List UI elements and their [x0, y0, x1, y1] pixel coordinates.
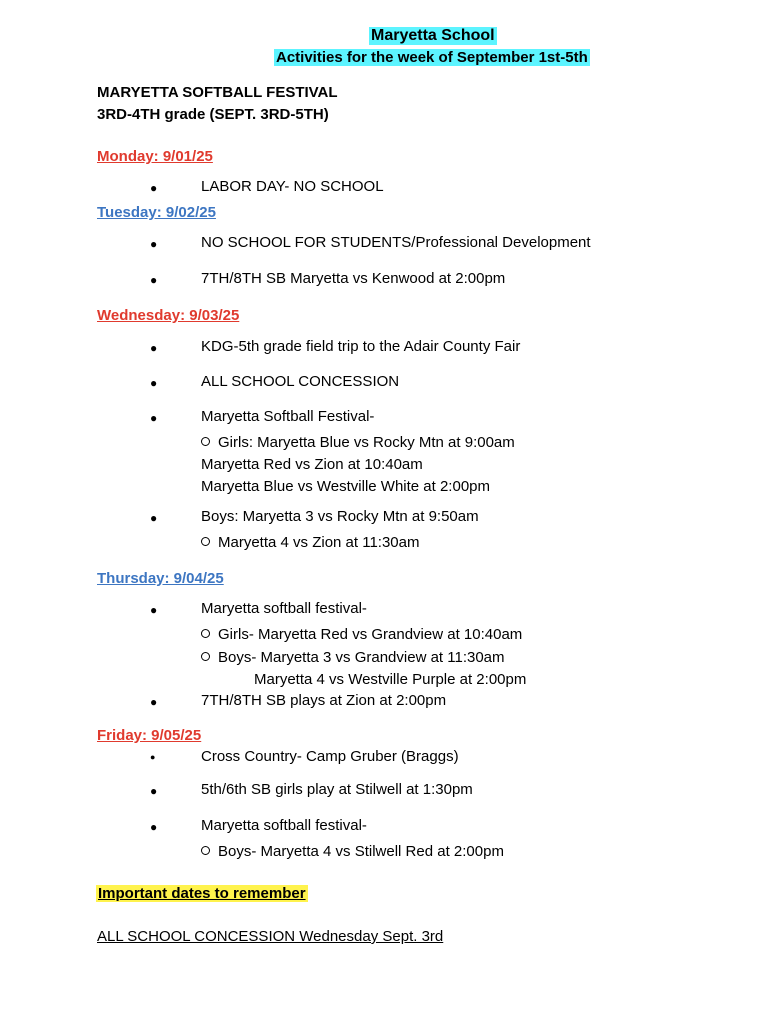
list-item: 7TH/8TH SB plays at Zion at 2:00pm [201, 692, 447, 709]
school-title: Maryetta School [371, 27, 495, 44]
list-item: Maryetta softball festival- [201, 817, 367, 834]
circle-bullet-icon [201, 846, 210, 855]
important-date-line: ALL SCHOOL CONCESSION Wednesday Sept. 3rd [97, 928, 444, 945]
day-heading-tuesday: Tuesday: 9/02/25 [97, 204, 216, 221]
bullet-icon: ● [150, 511, 158, 525]
sub-list-item: Boys- Maryetta 3 vs Grandview at 11:30am [201, 649, 505, 666]
week-subtitle: Activities for the week of September 1st-5th [276, 49, 588, 66]
sub-list-item-continued: Maryetta Red vs Zion at 10:40am [201, 456, 423, 473]
list-item: 5th/6th SB girls play at Stilwell at 1:30pm [201, 781, 473, 798]
list-item: Maryetta softball festival- [201, 600, 367, 617]
bullet-icon: ● [150, 273, 158, 287]
sub-list-item-continued: Maryetta Blue vs Westville White at 2:00pm [201, 478, 490, 495]
list-item: Boys: Maryetta 3 vs Rocky Mtn at 9:50am [201, 508, 479, 525]
bullet-icon: ● [150, 181, 158, 195]
bullet-icon: ● [150, 411, 158, 425]
circle-bullet-icon [201, 652, 210, 661]
bullet-icon: ● [150, 376, 158, 390]
bullet-icon: ● [150, 341, 158, 355]
circle-bullet-icon [201, 629, 210, 638]
important-dates-heading: Important dates to remember [98, 885, 306, 902]
sub-list-item: Boys- Maryetta 4 vs Stilwell Red at 2:00pm [201, 843, 504, 860]
list-item: NO SCHOOL FOR STUDENTS/Professional Development [201, 234, 591, 251]
sub-list-item: Girls- Maryetta Red vs Grandview at 10:40am [201, 626, 522, 643]
bullet-icon: ● [150, 603, 158, 617]
list-item: LABOR DAY- NO SCHOOL [201, 178, 384, 195]
sub-list-item-continued: Maryetta 4 vs Westville Purple at 2:00pm [254, 671, 527, 688]
circle-bullet-icon [201, 437, 210, 446]
day-heading-wednesday: Wednesday: 9/03/25 [97, 307, 240, 324]
festival-grades: 3RD-4TH grade (SEPT. 3RD-5TH) [97, 106, 329, 123]
day-heading-thursday: Thursday: 9/04/25 [97, 570, 224, 587]
bullet-icon: ● [150, 784, 158, 798]
bullet-icon: ● [150, 237, 158, 251]
day-heading-monday: Monday: 9/01/25 [97, 148, 213, 165]
festival-title: MARYETTA SOFTBALL FESTIVAL [97, 84, 338, 101]
list-item: 7TH/8TH SB Maryetta vs Kenwood at 2:00pm [201, 270, 506, 287]
bullet-icon: ● [150, 820, 158, 834]
sub-list-item: Maryetta 4 vs Zion at 11:30am [201, 534, 419, 551]
sub-list-item: Girls: Maryetta Blue vs Rocky Mtn at 9:00am [201, 434, 515, 451]
day-heading-friday: Friday: 9/05/25 [97, 727, 202, 744]
list-item: Cross Country- Camp Gruber (Braggs) [201, 748, 459, 765]
bullet-icon: ● [150, 752, 156, 762]
circle-bullet-icon [201, 537, 210, 546]
list-item: Maryetta Softball Festival- [201, 408, 375, 425]
list-item: KDG-5th grade field trip to the Adair County Fair [201, 338, 521, 355]
bullet-icon: ● [150, 695, 158, 709]
list-item: ALL SCHOOL CONCESSION [201, 373, 400, 390]
